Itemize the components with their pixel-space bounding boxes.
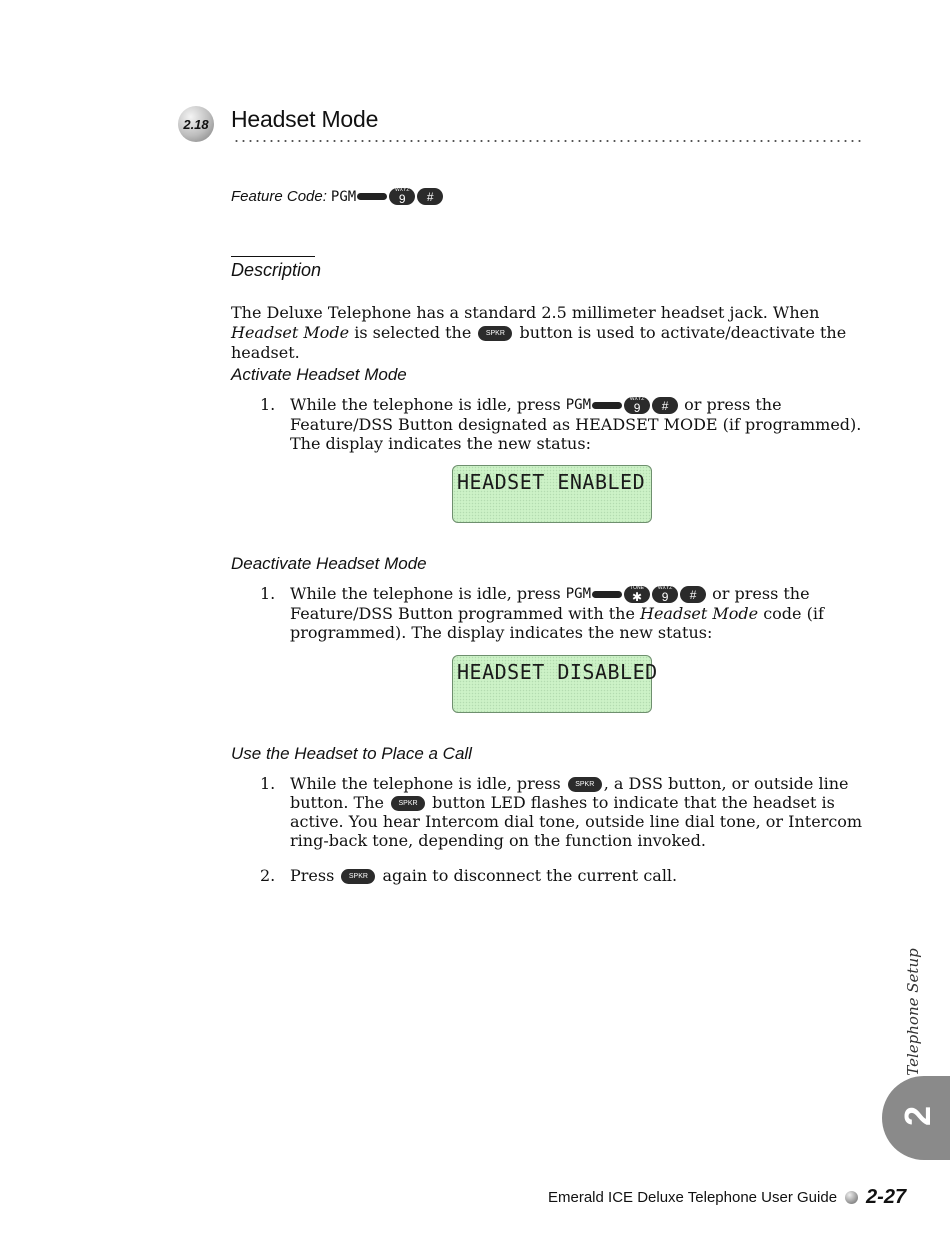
section-number-badge — [178, 106, 214, 142]
star-key-icon — [624, 586, 650, 603]
nine-key-icon — [389, 188, 415, 205]
pgm-key-label: PGM — [565, 586, 592, 602]
pound-key-digit: # — [661, 398, 669, 413]
pound-key-icon — [417, 188, 443, 205]
page-number: 2-27 — [866, 1186, 907, 1208]
deactivate-heading: Deactivate Headset Mode — [231, 554, 427, 573]
pound-key-digit: # — [426, 189, 434, 204]
pound-key-icon — [652, 397, 678, 414]
spkr-key-icon: SPKR — [478, 326, 512, 341]
feature-code-keys — [331, 188, 444, 205]
activate-heading: Activate Headset Mode — [231, 365, 407, 384]
use-call-step-1-text — [290, 774, 865, 850]
deactivate-step — [260, 584, 865, 642]
use-call-step-2 — [260, 866, 865, 885]
nine-key-digit: 9 — [661, 590, 669, 604]
section-title: Headset Mode — [231, 106, 379, 132]
use-call-text-2: , a DSS button, or outside line button. The — [290, 774, 849, 812]
activate-step-number: 1. — [260, 395, 276, 414]
deactivate-text-2: or press the Feature/DSS Button programmed with the — [290, 584, 810, 623]
side-tab-label: Telephone Setup — [904, 948, 922, 1076]
footer-title: Emerald ICE Deluxe Telephone User Guide — [548, 1189, 838, 1206]
description-paragraph — [231, 303, 861, 363]
use-call-step-2-text-2: again to disconnect the current call. — [377, 866, 678, 885]
description-heading: Description — [231, 260, 322, 280]
use-call-step-2-text — [290, 866, 865, 885]
nine-key-digit: 9 — [633, 401, 641, 415]
description-text-2: is selected the — [349, 323, 477, 342]
footer-ball-icon — [845, 1191, 858, 1204]
pgm-key-label: PGM — [330, 188, 357, 205]
lcd-display-disabled: HEADSET DISABLED — [452, 655, 652, 713]
pgm-key-icon — [592, 402, 622, 409]
use-call-heading: Use the Headset to Place a Call — [231, 744, 472, 763]
pgm-key-icon — [357, 193, 387, 200]
nine-key-letters: WXYZ — [394, 187, 410, 193]
spkr-key-icon: SPKR — [341, 869, 375, 884]
use-call-step-1 — [260, 774, 865, 850]
lcd-display-enabled: HEADSET ENABLED — [452, 465, 652, 523]
chapter-number: 2 — [897, 1105, 938, 1127]
star-key-letters: TONE — [630, 585, 644, 591]
spkr-key-icon: SPKR — [391, 796, 425, 811]
nine-key-icon — [624, 397, 650, 414]
nine-key-letters: WXYZ — [657, 585, 673, 591]
description-italic: Headset Mode — [231, 323, 350, 342]
nine-key-icon — [652, 586, 678, 603]
dotted-divider — [233, 138, 863, 144]
description-text-3: button is used to activate/deactivate the headset. — [231, 323, 847, 362]
pgm-key-icon — [592, 591, 622, 598]
star-key-digit: ✱ — [632, 590, 643, 604]
use-call-text-1: While the telephone is idle, press — [290, 774, 566, 793]
activate-text-2: or press the Feature/DSS Button designated as HEADSET MODE (if programmed). The display indicates the new status: — [290, 395, 862, 453]
page-footer — [548, 1186, 906, 1209]
pound-key-icon — [680, 586, 706, 603]
activate-step — [260, 395, 865, 453]
feature-code — [231, 188, 444, 205]
pound-key-digit: # — [689, 587, 697, 602]
nine-key-letters: WXYZ — [629, 396, 645, 402]
use-call-text-3: button LED flashes to indicate that the headset is active. You hear Intercom dial tone, outside line dial tone, or Intercom ring-back tone, depending on the function invoked. — [290, 793, 863, 850]
nine-key-digit: 9 — [398, 192, 406, 206]
use-call-step-2-number: 2. — [260, 866, 276, 885]
use-call-step-2-text-1: Press — [290, 866, 340, 885]
deactivate-text-1: While the telephone is idle, press — [290, 584, 566, 603]
deactivate-text-3: code (if programmed). The display indicates the new status: — [290, 604, 824, 642]
description-text-1: The Deluxe Telephone has a standard 2.5 millimeter headset jack. When — [231, 303, 820, 322]
pgm-key-label: PGM — [565, 397, 592, 413]
deactivate-italic: Headset Mode — [640, 604, 759, 623]
activate-keys — [566, 396, 679, 415]
activate-step-text — [290, 395, 865, 453]
deactivate-step-number: 1. — [260, 584, 276, 603]
description-rule — [231, 256, 315, 257]
deactivate-step-text — [290, 584, 865, 642]
activate-text-1: While the telephone is idle, press — [290, 395, 566, 414]
spkr-key-icon: SPKR — [568, 777, 602, 792]
feature-code-label: Feature Code: — [231, 188, 327, 205]
use-call-step-1-number: 1. — [260, 774, 276, 793]
deactivate-keys — [566, 585, 707, 604]
section-number: 2.18 — [183, 116, 209, 132]
